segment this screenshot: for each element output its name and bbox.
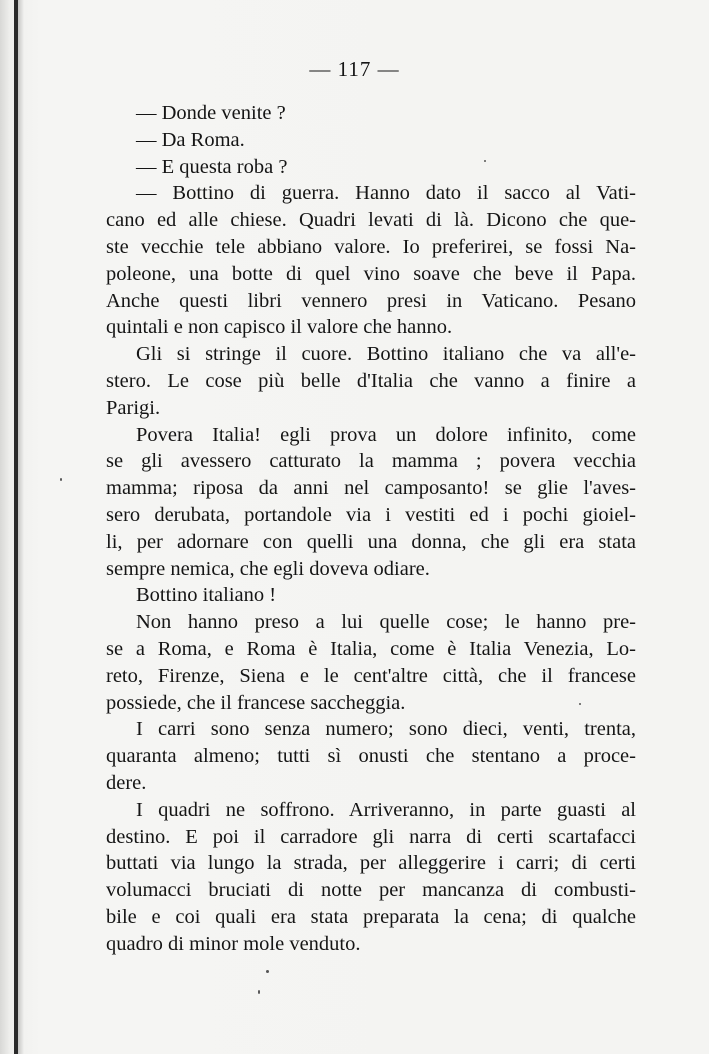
text-line: se a Roma, e Roma è Italia, come è Italia Venezia, Lo- bbox=[106, 637, 636, 660]
print-speckle bbox=[484, 160, 486, 162]
text-line: sero derubata, portandole via i vestiti ed i pochi gioiel- bbox=[106, 503, 636, 526]
text-line: mamma; riposa da anni nel camposanto! se glie l'aves- bbox=[106, 477, 636, 500]
text-line: I quadri ne soffrono. Arriveranno, in parte guasti al bbox=[136, 798, 636, 821]
text-line: possiede, che il francese saccheggia. bbox=[106, 691, 406, 714]
text-line: quaranta almeno; tutti sì onusti che stentano a proce- bbox=[106, 745, 636, 768]
text-line: volumacci bruciati di notte per mancanza di combusti- bbox=[106, 879, 636, 902]
text-line: buttati via lungo la strada, per alleggerire i carri; di certi bbox=[106, 852, 636, 875]
text-line: sempre nemica, che egli doveva odiare. bbox=[106, 557, 430, 580]
text-line: dere. bbox=[106, 771, 147, 794]
text-line: Parigi. bbox=[106, 396, 161, 419]
text-line: Anche questi libri vennero presi in Vaticano. Pesano bbox=[106, 289, 636, 312]
page-binding-shadow bbox=[18, 0, 24, 1054]
text-line: — Bottino di guerra. Hanno dato il sacco al Vati- bbox=[136, 182, 636, 205]
page-number: — 117 — bbox=[309, 57, 400, 81]
text-line: I carri sono senza numero; sono dieci, venti, trenta, bbox=[136, 718, 636, 741]
text-line: Non hanno preso a lui quelle cose; le hanno pre- bbox=[136, 611, 636, 634]
text-line: quintali e non capisco il valore che hanno. bbox=[106, 316, 453, 339]
text-line: bile e coi quali era stata preparata la cena; di qualche bbox=[106, 905, 636, 928]
body-text bbox=[106, 100, 636, 958]
text-line: li, per adornare con quelli una donna, che gli era stata bbox=[106, 530, 636, 553]
text-line: stero. Le cose più belle d'Italia che vanno a finire a bbox=[106, 369, 636, 392]
text-line: — Da Roma. bbox=[136, 128, 245, 151]
text-line: ste vecchie tele abbiano valore. Io preferirei, se fossi Na- bbox=[106, 235, 636, 258]
text-line: reto, Firenze, Siena e le cent'altre città, che il francese bbox=[106, 664, 636, 687]
text-line: Povera Italia! egli prova un dolore infinito, come bbox=[136, 423, 636, 446]
print-speckle bbox=[266, 970, 269, 973]
print-speckle bbox=[60, 478, 62, 481]
print-speckle bbox=[579, 703, 581, 705]
text-line: Gli si stringe il cuore. Bottino italiano che va all'e- bbox=[136, 343, 636, 366]
print-speckle bbox=[258, 990, 260, 994]
text-line: quadro di minor mole venduto. bbox=[106, 932, 361, 955]
text-line: poleone, una botte di quel vino soave che beve il Papa. bbox=[106, 262, 636, 285]
text-line: cano ed alle chiese. Quadri levati di là. Dicono che que- bbox=[106, 209, 636, 232]
text-line: — E questa roba ? bbox=[136, 155, 288, 178]
text-line: destino. E poi il carradore gli narra di certi scartafacci bbox=[106, 825, 636, 848]
text-line: Bottino italiano ! bbox=[136, 584, 277, 607]
text-line: — Donde venite ? bbox=[136, 102, 286, 124]
text-line: se gli avessero catturato la mamma ; povera vecchia bbox=[106, 450, 636, 473]
